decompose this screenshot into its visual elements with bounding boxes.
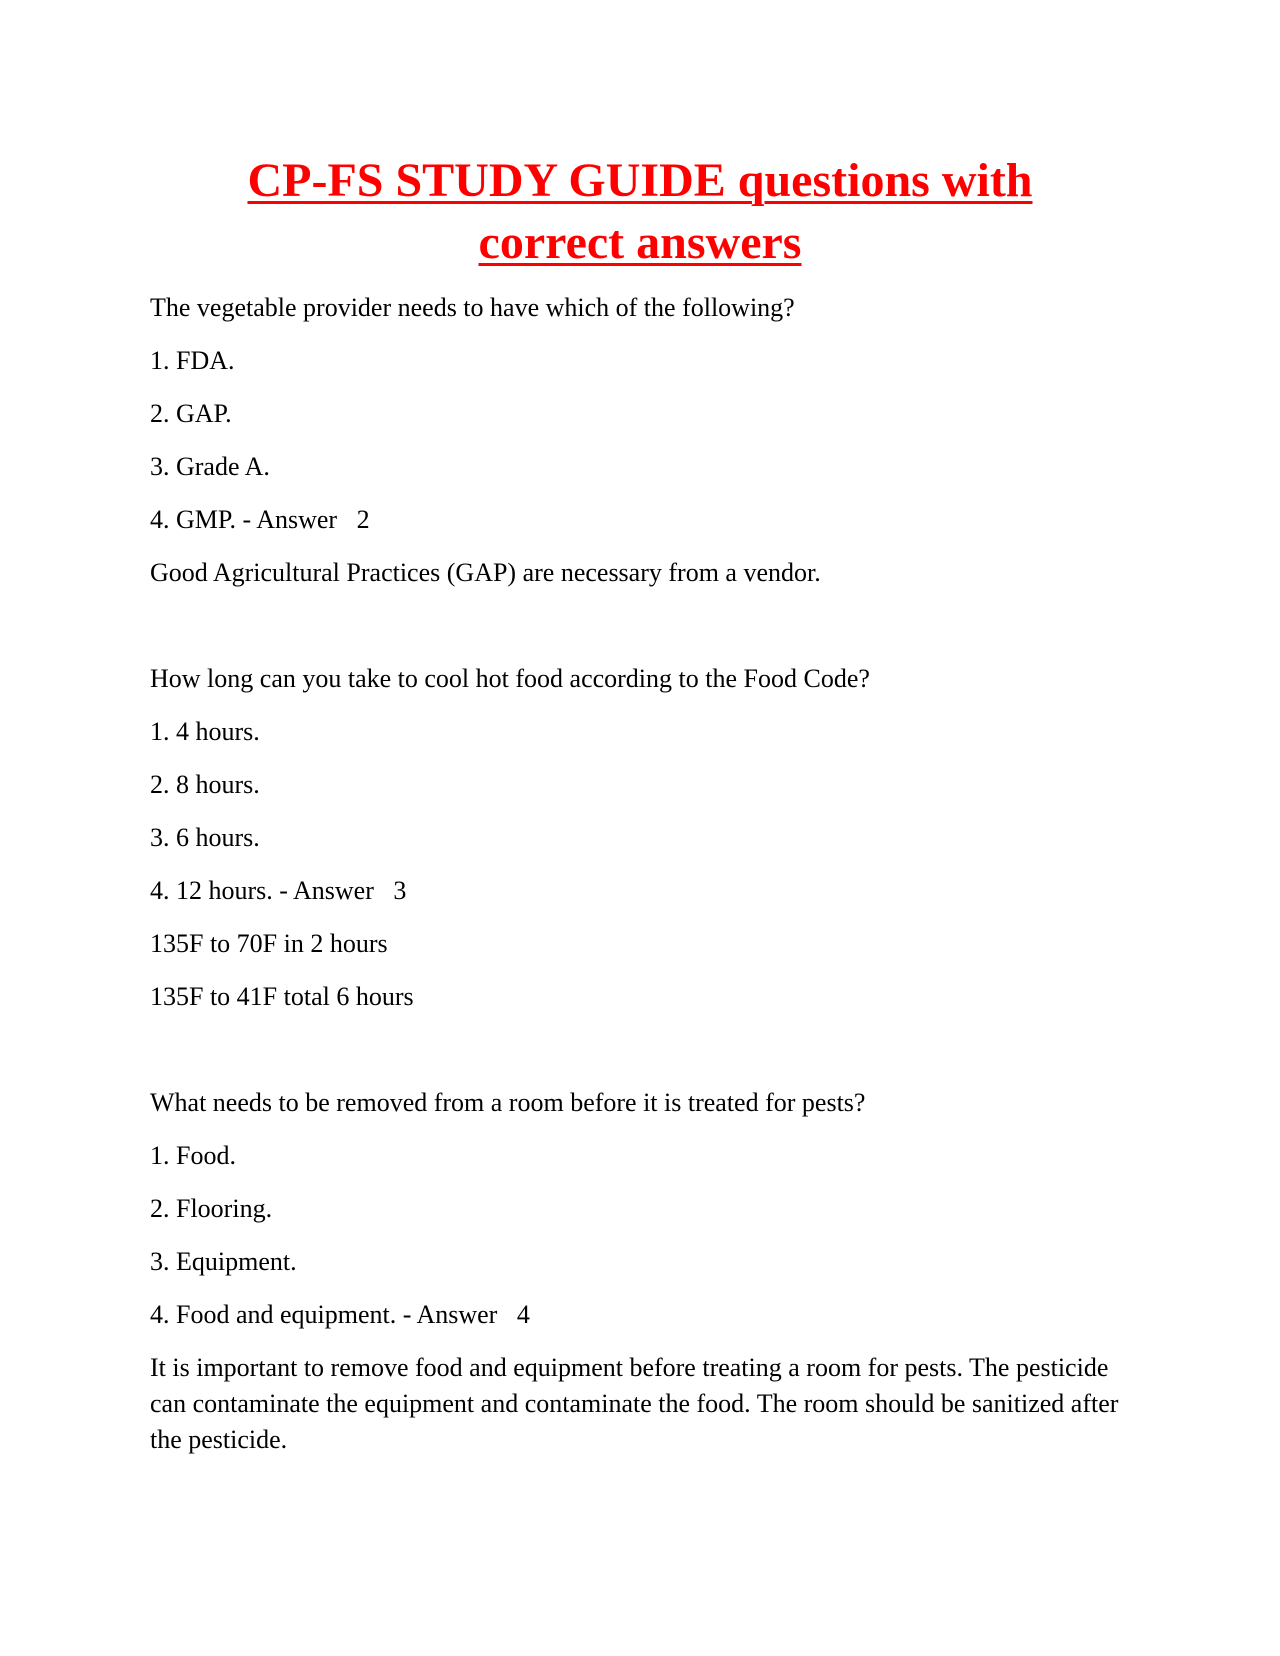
explanation-text: 135F to 70F in 2 hours [150,929,388,958]
title-line-1: CP-FS STUDY GUIDE questions with [247,154,1033,207]
answer-option: 1. 4 hours. [150,717,260,746]
spacer [150,608,1130,644]
question-text: What needs to be removed from a room before it is treated for pests? [150,1088,866,1117]
answer-option: 3. 6 hours. [150,823,260,852]
answer-option: 2. 8 hours. [150,770,260,799]
answer-option-correct: 4. GMP. - Answer 2 [150,505,370,534]
question-block-3 [150,1085,1130,1458]
answer-option: 2. GAP. [150,399,232,428]
answer-option: 3. Grade A. [150,452,270,481]
question-text: The vegetable provider needs to have which of the following? [150,293,795,322]
answer-option: 1. FDA. [150,346,235,375]
answer-option: 3. Equipment. [150,1247,297,1276]
spacer [150,1032,1130,1068]
answer-option-correct: 4. 12 hours. - Answer 3 [150,876,407,905]
document-body [150,290,1130,1458]
question-text: How long can you take to cool hot food according to the Food Code? [150,664,870,693]
answer-option-correct: 4. Food and equipment. - Answer 4 [150,1300,530,1329]
question-block-2 [150,661,1130,1015]
explanation-text: It is important to remove food and equipment before treating a room for pests. The pesticide can contaminate the equipment and contaminate the food. The room should be sanitized after the pesticide. [150,1353,1119,1454]
title-line-2: correct answers [478,216,802,269]
answer-option: 1. Food. [150,1141,236,1170]
explanation-text: Good Agricultural Practices (GAP) are necessary from a vendor. [150,558,821,587]
document-title [150,150,1130,274]
explanation-text: 135F to 41F total 6 hours [150,982,414,1011]
question-block-1 [150,290,1130,591]
answer-option: 2. Flooring. [150,1194,273,1223]
